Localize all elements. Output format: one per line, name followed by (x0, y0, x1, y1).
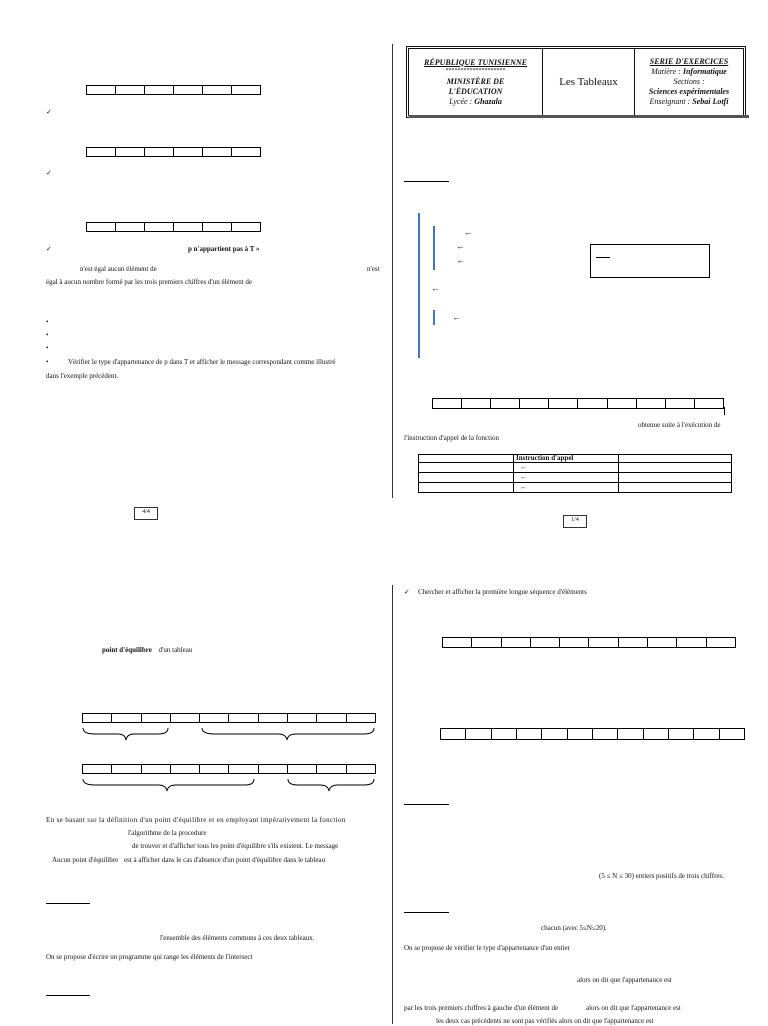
paragraph: de trouver et d'afficher tous les point d'équilibre s'ils existent. Le message (132, 842, 339, 850)
page-divider-top (392, 44, 393, 498)
text-line: On se propose de vérifier le type d'appartenance d'un entier (404, 944, 570, 952)
page-divider-bottom (392, 585, 393, 1024)
paragraph: Aucun point d'équilibre est à afficher dans le cas d'absence d'un point d'équilibre dans le tableau (52, 856, 326, 864)
text-line: n'est égal aucun élément de (80, 265, 157, 273)
left-brace (83, 728, 168, 740)
bullet: • (46, 318, 49, 326)
page-number: 1/4 (563, 515, 587, 528)
page-number: 4/4 (134, 507, 158, 520)
text-line: alors on dit que l'appartenance est (586, 1004, 681, 1012)
check-mark: ✓ (46, 108, 52, 116)
left-brace (83, 779, 254, 791)
array-boxes-3 (86, 222, 261, 232)
bullet: • (46, 344, 49, 352)
brace-group (80, 777, 380, 797)
bullet: • (46, 358, 49, 366)
array-boxes-4 (432, 398, 724, 409)
text-line: obtenue suite à l'exécution de (638, 421, 721, 429)
text-line: chacun (avec 5≤N≤20). (541, 924, 607, 932)
algorithm-bracket (433, 226, 435, 270)
text-line: l'ensemble des éléments communs à ces deux tableaux. (160, 934, 315, 942)
text-line: l'instruction d'appel de la fonction (404, 434, 500, 442)
section-underline (404, 804, 449, 805)
array-boxes-1 (86, 85, 261, 95)
text-line: (5 ≤ N ≤ 30) entiers positifs de trois chiffres. (599, 872, 724, 880)
instruction-text: dans l'exemple précédent. (46, 372, 119, 380)
message-bold: p n'appartient pas à T » (188, 245, 260, 253)
assign-arrow-icon: ← (520, 463, 527, 471)
assign-arrow-icon: ← (464, 227, 473, 237)
header-course-info: SERIE D'EXERCICES Matière : Informatique Sections : Sciences expérimentales Enseignant : Sebai Lotfi (648, 57, 730, 106)
text-line: Chercher et afficher la première longue séquence d'éléments (418, 588, 587, 596)
text-line: égal à aucun nombre formé par les trois premiers chiffres d'un élément de (46, 278, 252, 286)
array-boxes-6 (82, 764, 376, 774)
array-boxes-5 (82, 713, 376, 723)
header-ministry: RÉPUBLIQUE TUNISIENNE ******************** MINISTÈRE DE L'ÉDUCATION Lycée : Ghazala (409, 49, 543, 115)
assign-arrow-icon: ← (456, 241, 465, 251)
paragraph: l'algorithme de la procedure (128, 829, 207, 837)
text-line: les deux cas précédents ne sont pas vérifiés alors on dit que l'appartenance est (436, 1017, 654, 1025)
document-header (406, 46, 746, 118)
array-boxes-8 (440, 728, 745, 740)
header-title: Les Tableaux (543, 49, 635, 115)
text-line: alors on dit que l'appartenance est (577, 976, 672, 984)
right-brace (288, 779, 374, 791)
check-mark: ✓ (46, 169, 52, 177)
section-title: point d'équilibre d'un tableau (102, 646, 193, 654)
assign-arrow-icon: ← (431, 283, 440, 293)
answer-box (590, 244, 710, 278)
array-boxes-7 (442, 637, 736, 648)
section-underline (46, 995, 90, 996)
check-mark: ✓ (404, 588, 410, 596)
section-underline (404, 181, 449, 182)
array-tick (724, 407, 725, 415)
assign-arrow-icon: ← (520, 483, 527, 491)
assign-arrow-icon: ← (456, 255, 465, 265)
check-mark: ✓ (46, 245, 52, 253)
algorithm-bracket (418, 213, 420, 358)
answer-box-dash (596, 257, 610, 258)
instruction-text: Vérifier le type d'appartenance de p dans T et afficher le message correspondant comme illustré (68, 358, 336, 366)
text-line: On se propose d'écrire un programme qui range les éléments de l'intersect (46, 953, 253, 961)
section-underline (404, 912, 449, 913)
paragraph: En se basant sur la définition d'un point d'équilibre et en employant impérativement la fonction (46, 816, 346, 824)
section-underline (46, 903, 90, 904)
text-line: n'est (367, 265, 380, 273)
right-brace (202, 728, 374, 740)
assign-arrow-icon: ← (520, 473, 527, 481)
array-boxes-2 (86, 147, 261, 157)
text-line: par les trois premiers chiffres à gauche d'un élément de (404, 1004, 559, 1012)
assign-arrow-icon: ← (452, 312, 461, 322)
call-table: Instruction d'appel ← ← ← (418, 454, 732, 493)
bullet: • (46, 331, 49, 339)
header-shadow (409, 115, 749, 118)
brace-group (80, 726, 380, 746)
algorithm-bracket (433, 310, 435, 325)
